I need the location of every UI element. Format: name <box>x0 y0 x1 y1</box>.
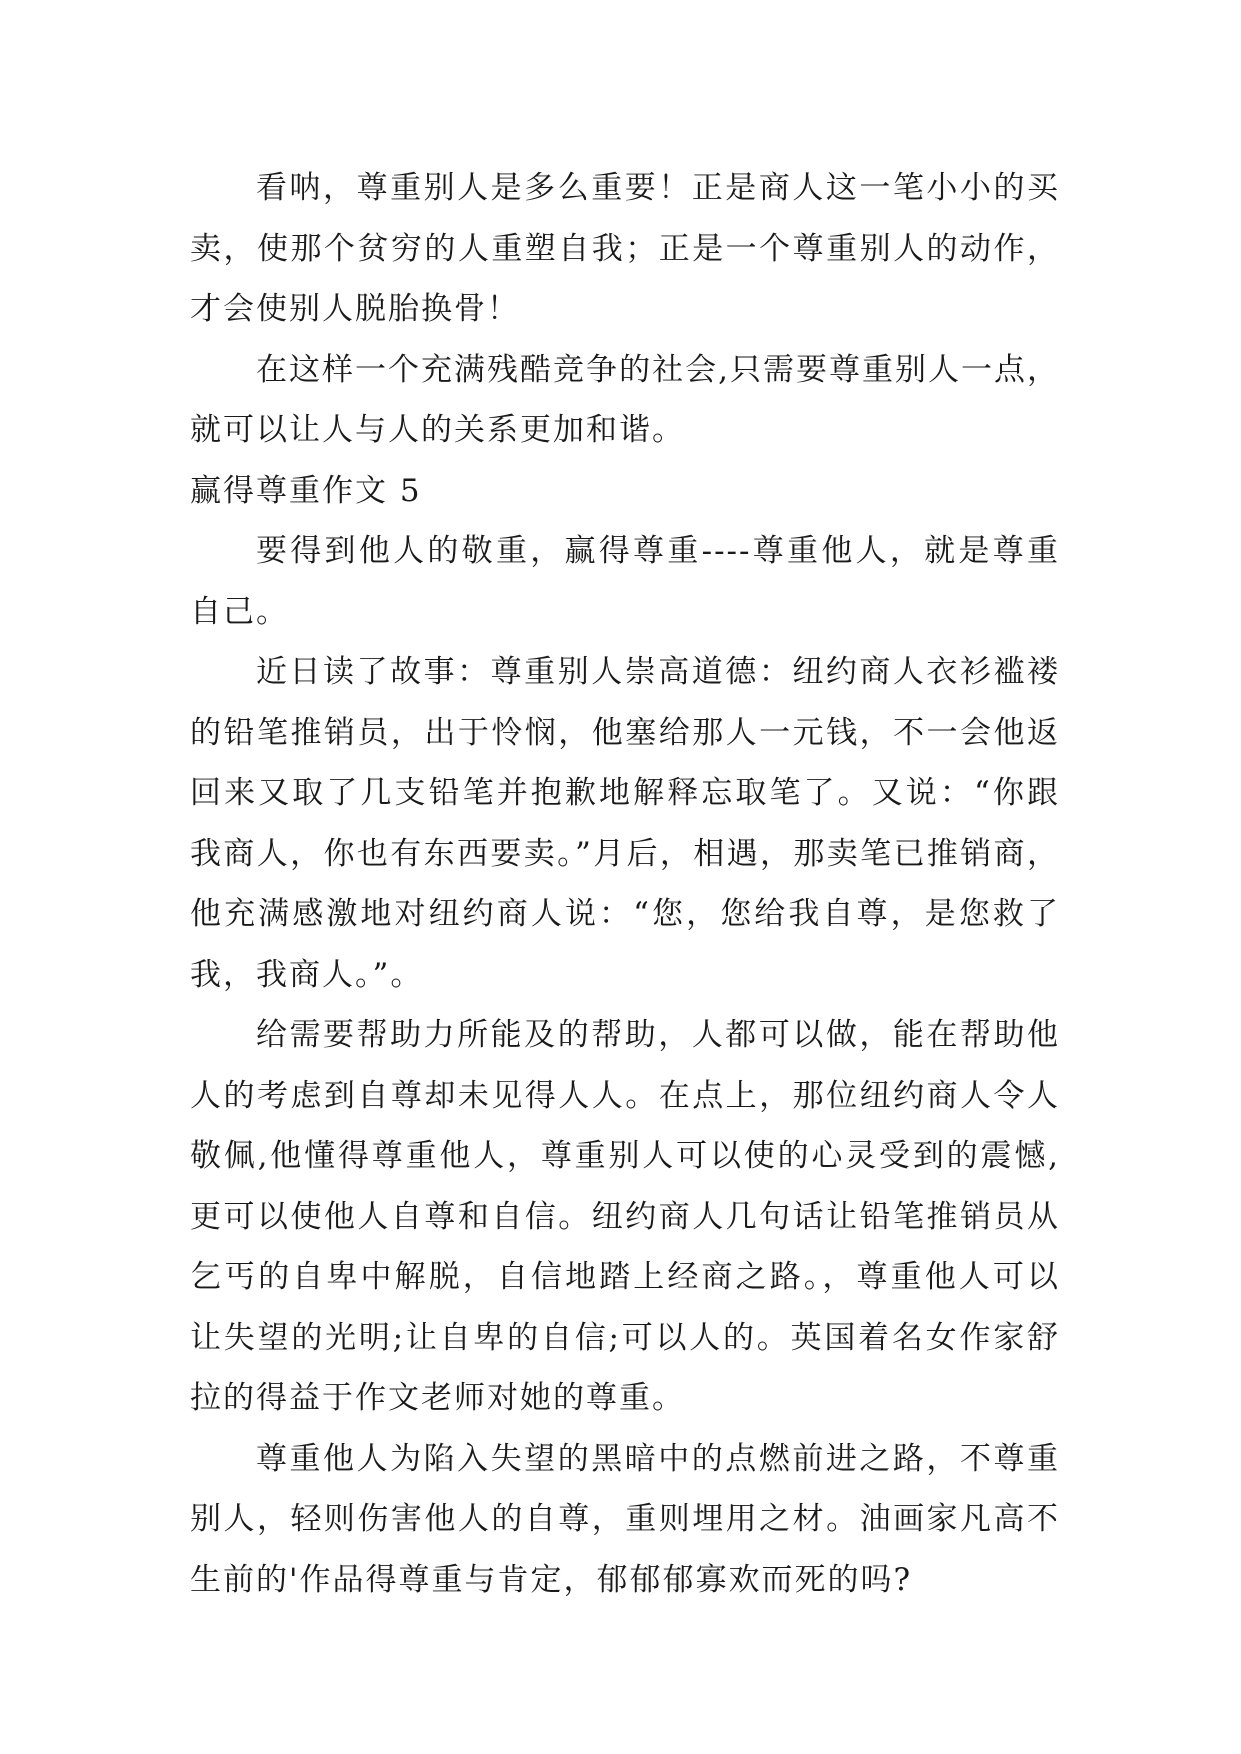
paragraph-1: 看呐，尊重别人是多么重要！正是商人这一笔小小的买卖，使那个贫穷的人重塑自我；正是一个尊重别人的动作，才会使别人脱胎换骨！ <box>190 170 1060 327</box>
document-body <box>190 158 1060 1610</box>
paragraph-5: 给需要帮助力所能及的帮助，人都可以做，能在帮助他人的考虑到自尊却未见得人人。在点上，那位纽约商人令人敬佩,他懂得尊重他人，尊重别人可以使的心灵受到的震憾,更可以使他人自尊和自信。纽约商人几句话让铅笔推销员从乞丐的自卑中解脱，自信地踏上经商之路。，尊重他人可以让失望的光明;让自卑的自信;可以人的。英国着名女作家舒拉的得益于作文老师对她的尊重。 <box>190 1017 1060 1416</box>
paragraph-4: 近日读了故事：尊重别人崇高道德：纽约商人衣衫褴褛的铅笔推销员，出于怜悯，他塞给那人一元钱，不一会他返回来又取了几支铅笔并抱歉地解释忘取笔了。又说：“你跟我商人，你也有东西要卖。”月后，相遇，那卖笔已推销商，他充满感激地对纽约商人说：“您，您给我自尊，是您救了我，我商人。”。 <box>190 654 1060 993</box>
paragraph-2: 在这样一个充满残酷竞争的社会,只需要尊重别人一点，就可以让人与人的关系更加和谐。 <box>190 351 1060 448</box>
paragraph-3: 要得到他人的敬重，赢得尊重----尊重他人，就是尊重自己。 <box>190 533 1060 630</box>
paragraph-6: 尊重他人为陷入失望的黑暗中的点燃前进之路，不尊重别人，轻则伤害他人的自尊，重则埋用之材。油画家凡高不生前的'作品得尊重与肯定，郁郁郁寡欢而死的吗? <box>190 1440 1060 1598</box>
section-heading: 赢得尊重作文 5 <box>190 472 422 509</box>
